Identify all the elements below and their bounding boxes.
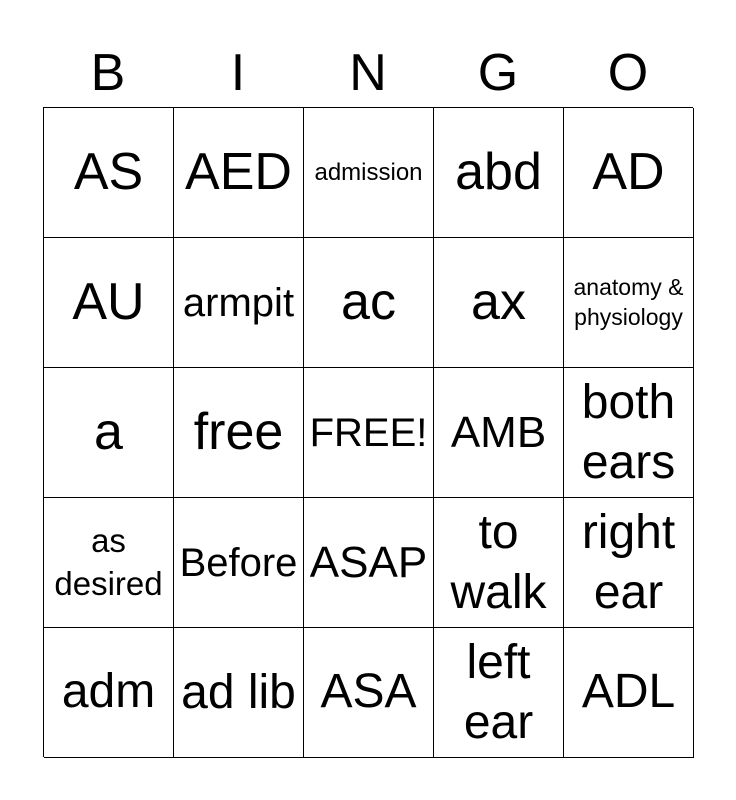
cell-label: AS xyxy=(73,142,144,201)
bingo-board xyxy=(43,107,693,757)
cell-label: adm xyxy=(61,665,156,719)
bingo-cell[interactable] xyxy=(304,238,434,368)
bingo-cell[interactable] xyxy=(564,498,694,628)
bingo-cell[interactable] xyxy=(434,368,564,498)
header-letter-o: O xyxy=(607,44,649,102)
cell-label: to walk xyxy=(450,505,547,619)
bingo-cell[interactable] xyxy=(304,498,434,628)
bingo-cell[interactable] xyxy=(304,108,434,238)
header-letter-n: N xyxy=(349,44,387,102)
bingo-cell[interactable] xyxy=(434,628,564,758)
header-letter-g: G xyxy=(477,44,519,102)
cell-label: AD xyxy=(592,142,665,201)
bingo-cell[interactable] xyxy=(564,108,694,238)
cell-label: AMB xyxy=(450,407,547,457)
cell-label: Before xyxy=(179,540,298,585)
bingo-cell[interactable] xyxy=(44,108,174,238)
cell-label: ac xyxy=(341,272,396,331)
bingo-cell[interactable] xyxy=(44,628,174,758)
bingo-cell[interactable] xyxy=(434,108,564,238)
bingo-cell[interactable] xyxy=(564,238,694,368)
bingo-cell[interactable] xyxy=(564,628,694,758)
bingo-header xyxy=(43,42,693,104)
cell-label: ASAP xyxy=(309,537,428,587)
cell-label: ASA xyxy=(320,665,417,719)
bingo-cell[interactable] xyxy=(174,498,304,628)
cell-label: AED xyxy=(185,142,292,201)
cell-label: abd xyxy=(455,142,542,201)
cell-label: admission xyxy=(314,158,423,186)
cell-label: free xyxy=(193,402,284,461)
bingo-cell[interactable] xyxy=(434,498,564,628)
cell-label: AU xyxy=(72,272,145,331)
bingo-cell[interactable] xyxy=(44,238,174,368)
header-letter-i: I xyxy=(230,44,246,102)
cell-label: left ear xyxy=(463,635,534,749)
free-space-label: FREE! xyxy=(309,410,428,455)
cell-label: ax xyxy=(471,272,526,331)
bingo-cell[interactable] xyxy=(304,628,434,758)
bingo-cell[interactable] xyxy=(174,238,304,368)
cell-label: a xyxy=(94,402,123,461)
header-letter-b: B xyxy=(90,44,126,102)
cell-label: ad lib xyxy=(181,665,296,719)
bingo-cell[interactable] xyxy=(174,368,304,498)
bingo-cell[interactable] xyxy=(44,368,174,498)
bingo-cell[interactable] xyxy=(564,368,694,498)
bingo-cell[interactable] xyxy=(44,498,174,628)
cell-label: both ears xyxy=(581,375,676,489)
cell-label: ADL xyxy=(581,665,676,719)
free-space-cell[interactable] xyxy=(304,368,434,498)
cell-label: right ear xyxy=(581,505,676,619)
cell-label: as desired xyxy=(54,521,163,602)
bingo-cell[interactable] xyxy=(174,108,304,238)
cell-label: armpit xyxy=(182,280,295,325)
bingo-cell[interactable] xyxy=(174,628,304,758)
bingo-cell[interactable] xyxy=(434,238,564,368)
cell-label: anatomy & physiology xyxy=(573,273,684,330)
